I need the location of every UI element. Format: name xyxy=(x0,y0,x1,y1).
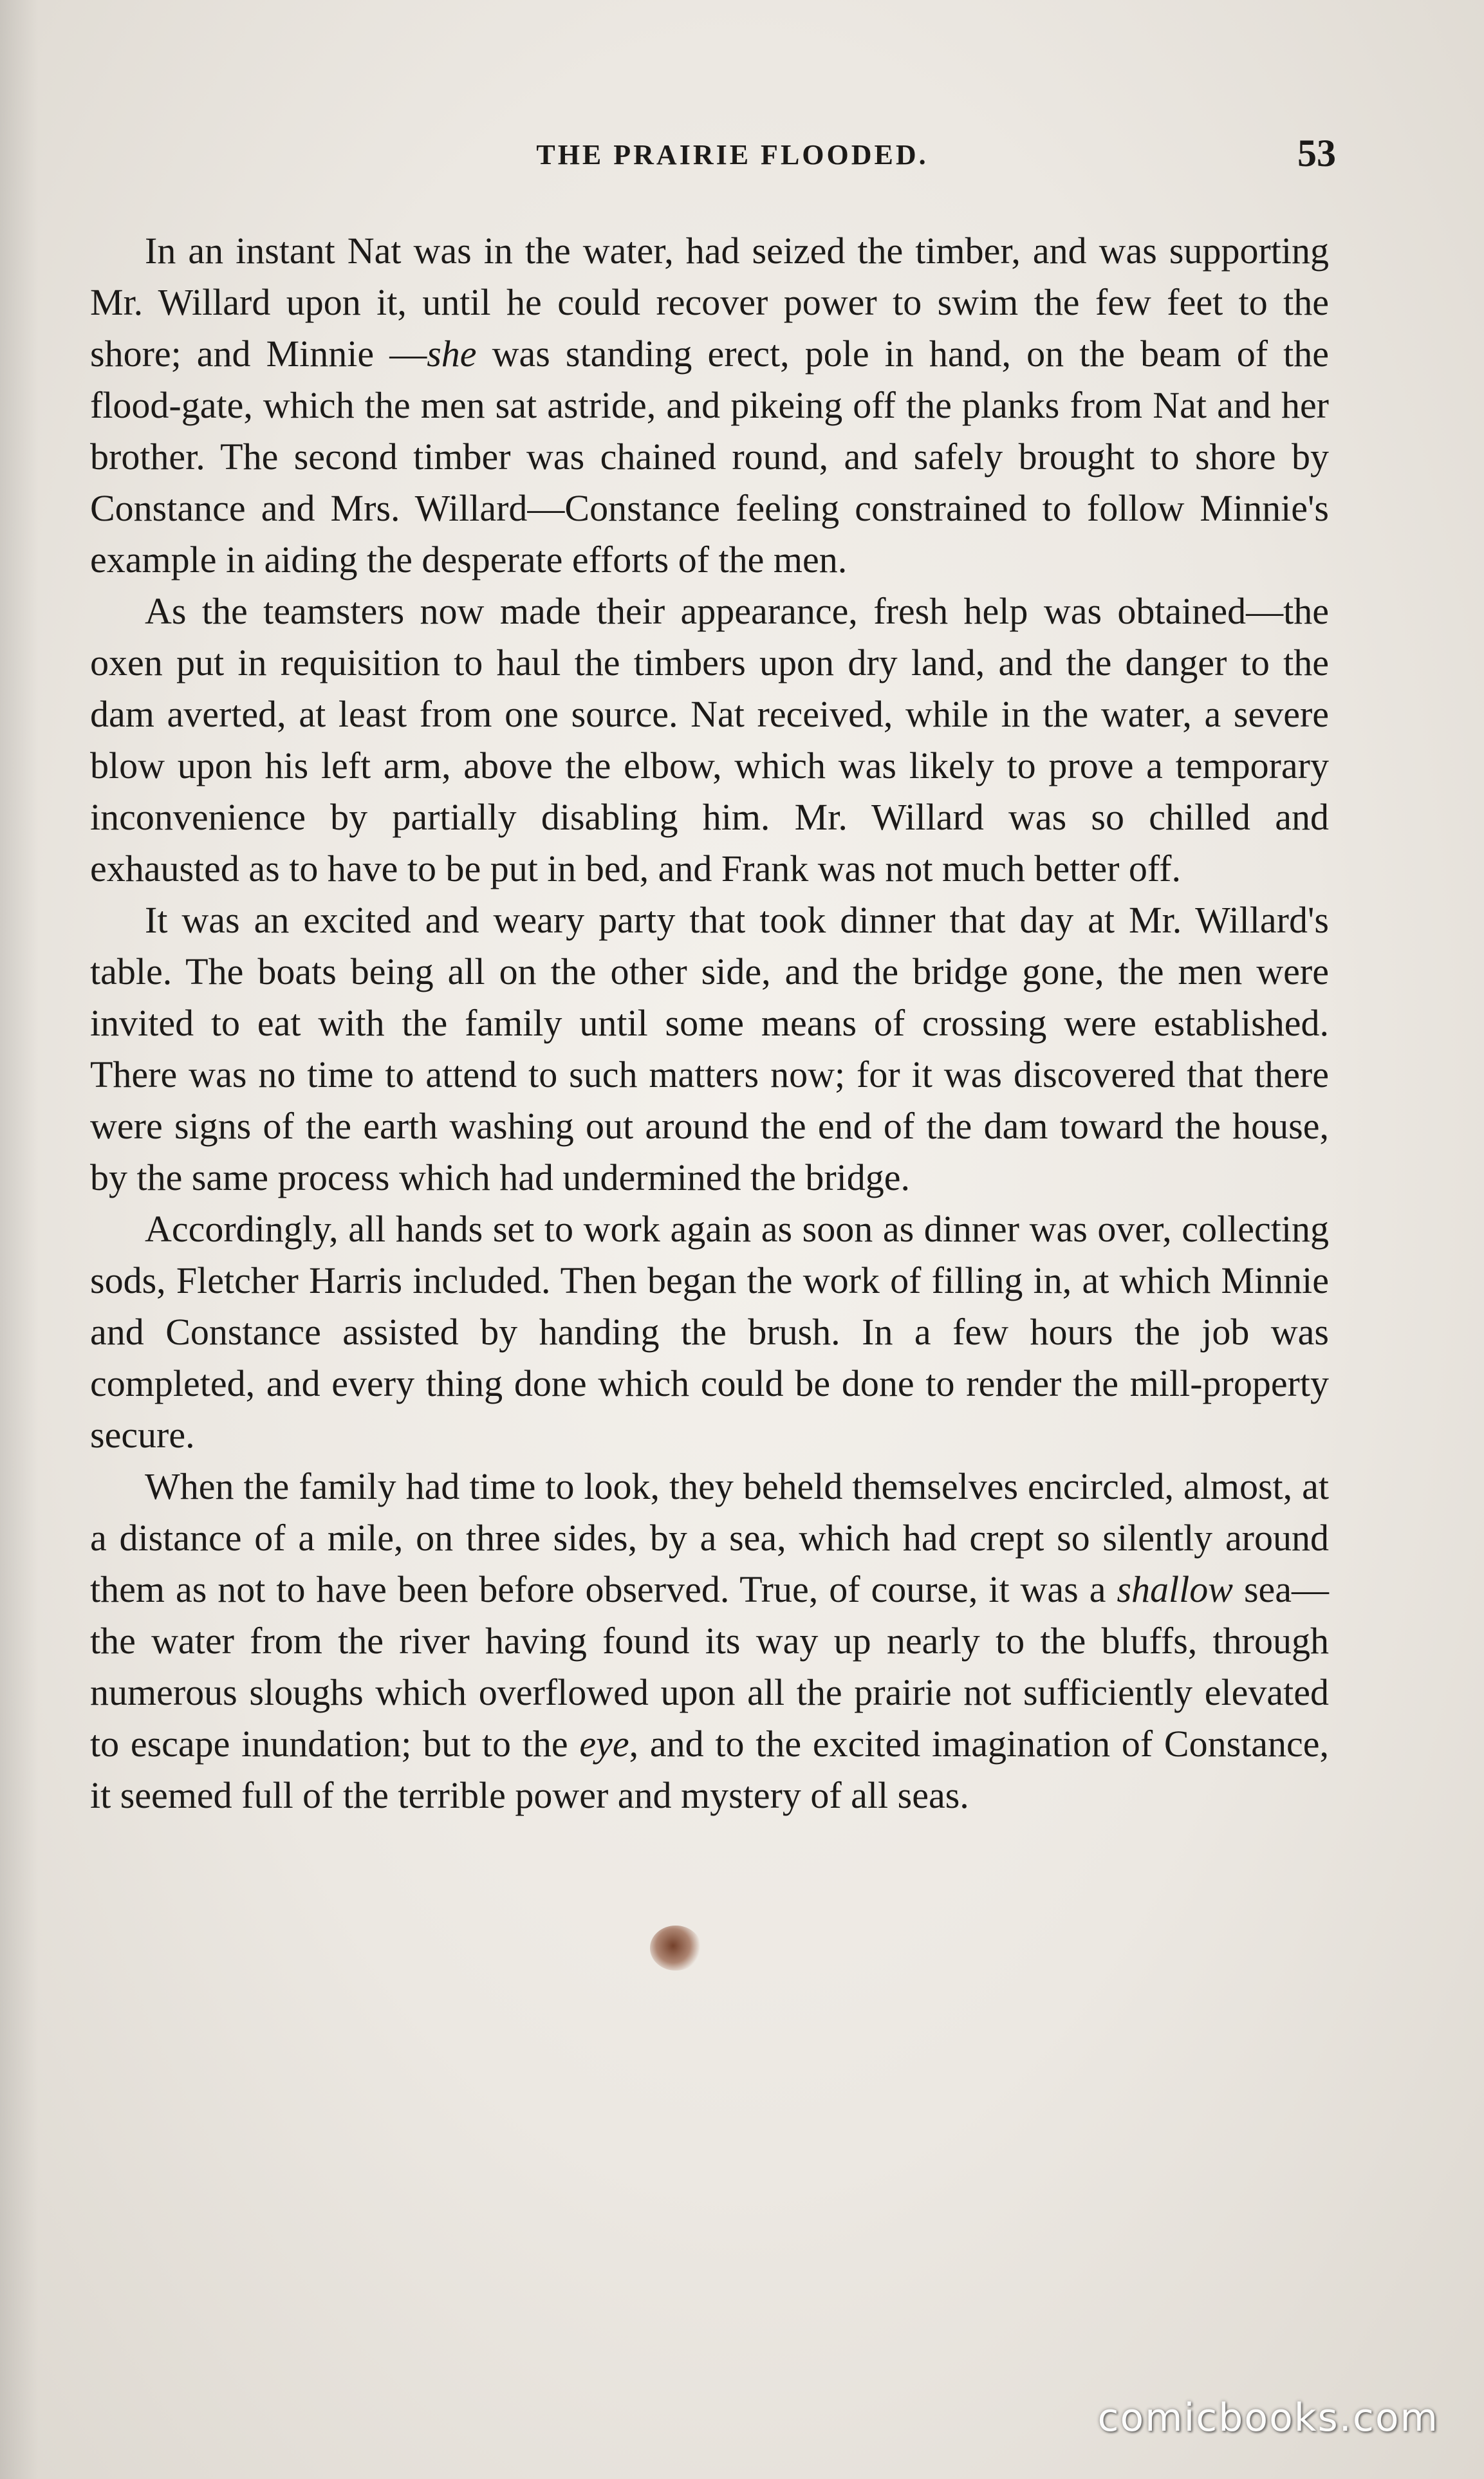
paragraph-2: As the teamsters now made their appearance, fresh help was obtained—the oxen put in requisition to haul the timbers upon dry land, and the danger to the dam averted, at least from one source. Nat received, while in the water, a severe blow upon his left arm, above the elbow, which was likely to prove a temporary inconvenience by partially disabling him. Mr. Willard was so chilled and exhausted as to have to be put in bed, and Frank was not much better off. xyxy=(90,590,1329,889)
binding-shadow xyxy=(0,0,39,2479)
paragraph-3: It was an excited and weary party that took dinner that day at Mr. Willard's table. The boats being all on the other side, and the bridge gone, the men were invited to eat with the family until some means of crossing were established. There was no time to attend to such matters now; for it was discovered that there were signs of the earth washing out around the end of the dam toward the house, by the same process which had undermined the bridge. xyxy=(90,899,1329,1198)
paragraph-5-text-b: sea— the water from the river having found its way up nearly to the bluffs, through numerous sloughs which overflowed upon all the prairie not sufficiently elevated to escape inundation; but to the xyxy=(90,1568,1330,1765)
paragraph-1-text-b: was standing erect, pole in hand, on the beam of the flood-gate, which the men sat astride, and pikeing off the planks from Nat and her brother. The second timber was chained round, and safely brought to shore by Constance and Mrs. Willard—Constance feeling constrained to follow Minnie's example in aiding the desperate efforts of the men. xyxy=(90,333,1330,580)
paragraph-1-italic-she: she xyxy=(427,333,477,375)
watermark-text: comicbooks.com xyxy=(1097,2395,1439,2440)
paragraph-5 xyxy=(90,1461,1329,1821)
ink-stain xyxy=(650,1926,701,1971)
paragraph-4: Accordingly, all hands set to work again as soon as dinner was over, collecting sods, Fletcher Harris included. Then began the work of filling in, at which Minnie and Constance assisted by handing the brush. In a few hours the job was completed, and every thing done which could be done to render the mill-property secure. xyxy=(90,1208,1329,1456)
page-number: 53 xyxy=(1297,132,1336,174)
running-head xyxy=(90,129,1336,187)
paragraph-5-italic-shallow: shallow xyxy=(1117,1568,1233,1610)
paragraph-1-text-a: In an instant Nat was in the water, had seized the timber, and was supporting Mr. Willard upon it, until he could recover power to swim the few feet to the shore; and Minnie — xyxy=(90,230,1329,375)
paragraph-5-text-a: When the family had time to look, they beheld themselves encircled, almost, at a distance of a mile, on three sides, by a sea, which had crept so silently around them as not to have been before observed. True, of course, it was a xyxy=(90,1465,1329,1610)
running-title: THE PRAIRIE FLOODED. xyxy=(536,139,929,171)
paragraph-5-italic-eye: eye xyxy=(579,1723,629,1765)
paragraph-5-text-c: , and to the excited imagination of Constance, it seemed full of the terrible power and mystery of all seas. xyxy=(90,1723,1329,1816)
paragraph-1 xyxy=(90,225,1329,586)
text-body xyxy=(90,225,1329,1821)
